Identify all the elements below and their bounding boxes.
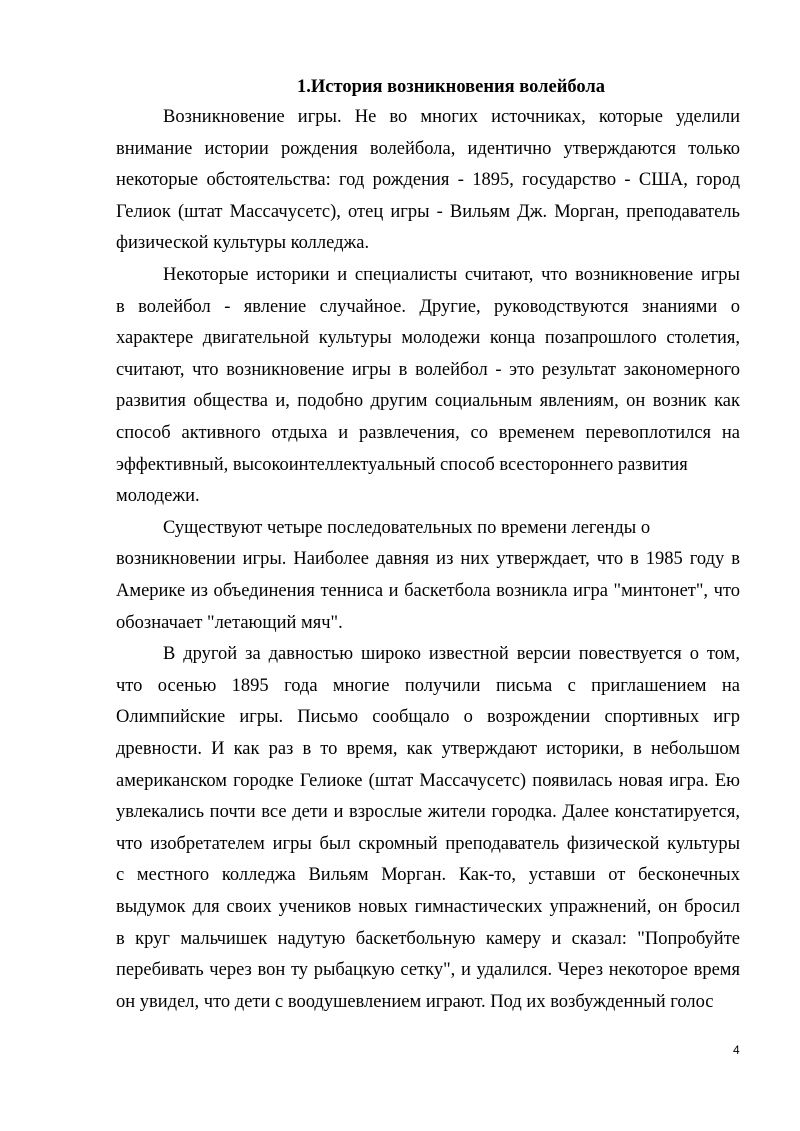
section-heading: 1.История возникновения волейбола	[297, 77, 606, 97]
paragraph-line: способ активного отдыха и развлечения, со временем перевоплотился на	[116, 423, 740, 443]
paragraph-line: выдумок для своих учеников новых гимнастических упражнений, он бросил	[116, 897, 740, 917]
paragraph-line: физической культуры колледжа.	[116, 233, 370, 254]
paragraph-line: характере двигательной культуры молодежи конца позапрошлого столетия,	[116, 328, 740, 349]
paragraph-line: древности. И как раз в то время, как утверждают историки, в небольшом	[116, 739, 740, 759]
paragraph-line: что осенью 1895 года многие получили письма с приглашением на	[116, 675, 740, 696]
paragraph-line: возникновении игры. Наиболее давняя из них утверждает, что в 1985 году в	[116, 549, 740, 570]
paragraph-line: он увидел, что дети с воодушевлением играют. Под их возбужденный голос	[116, 991, 714, 1012]
paragraph-line: внимание истории рождения волейбола, идентично утверждаются только	[116, 138, 740, 159]
paragraph-line: считают, что возникновение игры в волейбол - это результат закономерного	[116, 359, 740, 380]
paragraph-line: Олимпийские игры. Письмо сообщало о возрождении спортивных игр	[116, 707, 740, 728]
paragraph-line: Гелиок (штат Массачусетс), отец игры - Вильям Дж. Морган, преподаватель	[116, 201, 740, 222]
paragraph-line: в волейбол - явление случайное. Другие, руководствуются знаниями о	[116, 296, 740, 317]
paragraph-first-line: Возникновение игры. Не во многих источниках, которые уделили	[163, 107, 740, 127]
paragraph-line: обозначает "летающий мяч".	[116, 612, 343, 633]
page-number: 4	[733, 1043, 740, 1057]
paragraph-line: в круг мальчишек надутую баскетбольную камеру и сказал: "Попробуйте	[116, 928, 740, 949]
paragraph-line: Америке из объединения тенниса и баскетбола возникла игра "минтонет", что	[116, 581, 740, 601]
paragraph-line: эффективный, высокоинтеллектуальный способ всестороннего развития	[116, 454, 688, 475]
paragraph-line: американском городке Гелиоке (штат Массачусетс) появилась новая игра. Ею	[116, 770, 740, 791]
paragraph-first-line: Существуют четыре последовательных по времени легенды о	[163, 517, 651, 538]
paragraph-line: что изобретателем игры был скромный преподаватель физической культуры	[116, 833, 740, 854]
paragraph-line: некоторые обстоятельства: год рождения - 1895, государство - США, город	[116, 170, 740, 191]
paragraph-line: увлекались почти все дети и взрослые жители городка. Далее констатируется,	[116, 802, 740, 823]
paragraph-line: с местного колледжа Вильям Морган. Как-то, уставши от бесконечных	[116, 865, 740, 886]
paragraph-line: перебивать через вон ту рыбацкую сетку", и удалился. Через некоторое время	[116, 960, 740, 981]
paragraph-line: молодежи.	[116, 486, 200, 507]
paragraph-first-line: В другой за давностью широко известной версии повествуется о том,	[163, 644, 740, 665]
paragraph-line: развития общества и, подобно другим социальным явлениям, он возник как	[116, 391, 740, 412]
paragraph-first-line: Некоторые историки и специалисты считают, что возникновение игры	[163, 265, 740, 285]
